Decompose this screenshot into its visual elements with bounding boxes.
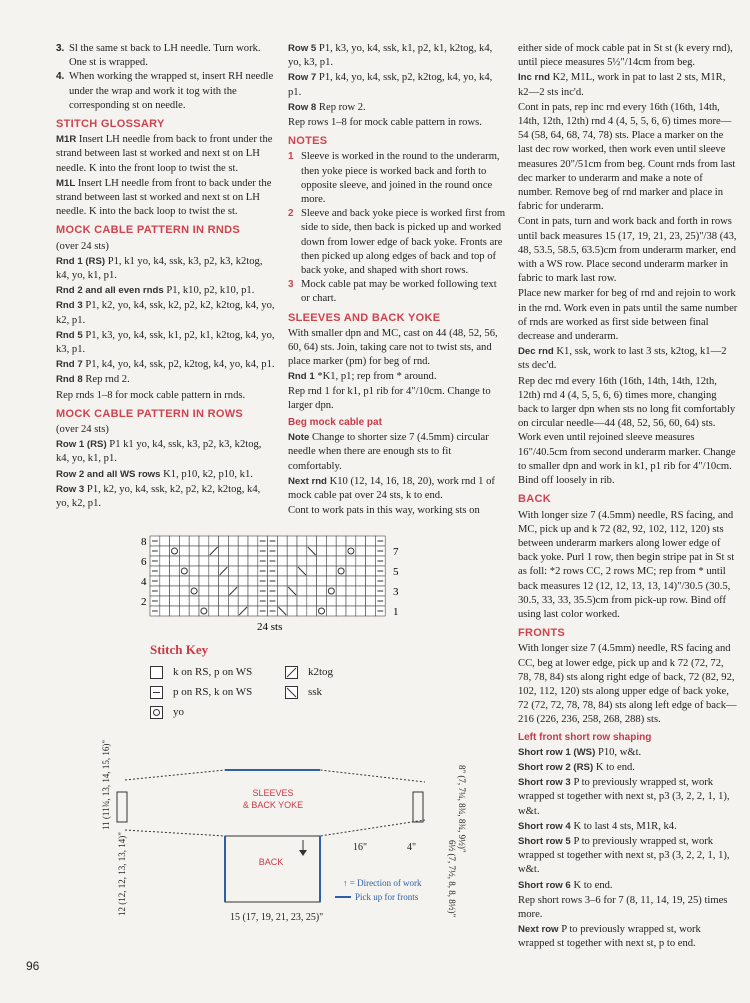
chart-cell	[326, 546, 336, 556]
chart-cell	[219, 556, 229, 566]
chart-cell	[336, 586, 346, 596]
chart-cell	[219, 596, 229, 606]
chart-cell	[307, 576, 317, 586]
knit-square-icon	[150, 666, 163, 679]
chart-cell	[346, 566, 356, 576]
chart-cell	[336, 596, 346, 606]
legend-pickup: Pick up for fronts	[355, 892, 419, 902]
key-yo: yo	[150, 702, 285, 722]
short-row-2: Short row 2 (RS) K to end.	[518, 761, 635, 773]
chart-cell	[366, 606, 376, 616]
short-row-3: Short row 3 P to previously wrapped st, work wrapped st together with next st, p3 (3, 2, 2, 1, 1), w&t.	[518, 777, 730, 817]
chart-cell	[199, 576, 209, 586]
chart-cell	[179, 576, 189, 586]
chart-cell	[160, 576, 170, 586]
chart-cell	[336, 576, 346, 586]
chart-cell	[346, 536, 356, 546]
row-5: Row 5 P1, k3, yo, k4, ssk, k1, p2, k1, k2tog, k4, yo, k3, p1.	[288, 43, 493, 69]
chart-cell	[199, 546, 209, 556]
key-knit: k on RS, p on WS	[150, 662, 285, 682]
chart-cell	[297, 586, 307, 596]
chart-cell	[307, 596, 317, 606]
chart-cell	[317, 596, 327, 606]
short-row-6: Short row 6 K to end.	[518, 879, 613, 891]
cont-text: Cont to work pats in this way, working sts on	[288, 505, 480, 517]
chart-cell	[170, 566, 180, 576]
chart-cell	[366, 566, 376, 576]
chart-cell	[356, 596, 366, 606]
beg-mock-cable-heading: Beg mock cable pat	[288, 417, 382, 429]
chart-cell	[366, 586, 376, 596]
row-3: Row 3 P1, k2, yo, k4, ssk, k2, p2, k2, k2tog, k4, yo, k2, p1.	[56, 483, 261, 510]
chart-cell	[297, 556, 307, 566]
chart-cell	[356, 606, 366, 616]
inc-rnd: Inc rnd K2, M1L, work in pat to last 2 sts, M1R, k2—2 sts inc'd.	[518, 72, 726, 98]
chart-cell	[219, 536, 229, 546]
short-row-heading: Left front short row shaping	[518, 731, 652, 743]
key-purl: p on RS, k on WS	[150, 682, 285, 702]
chart-cell	[287, 576, 297, 586]
mock-cable-chart	[135, 532, 415, 632]
fronts-text: With longer size 7 (4.5mm) needle, RS facing and CC, beg at lower edge, pick up and k 72 (72, 72, 78, 78, 84) sts along right edge of back, 72 (82, 92, 102, 112, 120) sts along upper edge of back yoke, 72 (72, 72, 78, 78, 84) sts along left edge of back—216 (226, 236, 258, 268, 288) sts.	[518, 643, 737, 726]
row-8: Row 8 Rep row 2.	[288, 101, 366, 113]
yoke-top-line	[125, 770, 425, 782]
chart-cell	[336, 536, 346, 546]
yoke-bottom-line	[125, 820, 425, 836]
chart-cell	[346, 586, 356, 596]
chart-cell	[228, 576, 238, 586]
column-3	[518, 42, 738, 953]
row-label-5: 5	[393, 566, 399, 578]
chart-cell	[238, 596, 248, 606]
column-1	[56, 42, 276, 512]
beg-note: Note Change to shorter size 7 (4.5mm) circular needle when there are enough sts to fit comfortably.	[288, 432, 489, 472]
col3-p5: Rep dec rnd every 16th (16th, 14th, 14th, 12th, 12th) rnd 4 (4, 5, 5, 6, 6) times more, changing back to larger dpn when sts no long fit comfortably on circular needle—44 (48, 52, 56, 60, 64) sts. Work even until rejoined sleeve measures 16"/40.5cm from second underarm marker. Change to smaller dpn and work in k1, p1 rib for 4"/10cm. Bind off loosely in rib.	[518, 375, 736, 487]
chart-cell	[317, 556, 327, 566]
chart-cell	[160, 596, 170, 606]
row-7: Row 7 P1, k4, yo, k4, ssk, p2, k2tog, k4, yo, k4, p1.	[288, 72, 493, 98]
chart-cell	[189, 606, 199, 616]
chart-cell	[209, 576, 219, 586]
garment-schematic	[95, 740, 475, 925]
chart-cell	[326, 576, 336, 586]
chart-cell	[199, 596, 209, 606]
chart-cell	[179, 586, 189, 596]
chart-cell	[228, 556, 238, 566]
chart-grid	[150, 536, 385, 616]
yoke-label-1: SLEEVES	[252, 788, 294, 798]
chart-cell	[366, 536, 376, 546]
chart-cell	[209, 566, 219, 576]
chart-cell	[238, 566, 248, 576]
rnd-2: Rnd 2 and all even rnds P1, k10, p2, k10, p1.	[56, 285, 255, 297]
chart-width-label: 24 sts	[257, 621, 283, 632]
chart-cell	[307, 556, 317, 566]
short-row-5: Short row 5 P to previously wrapped st, work wrapped st together with next st, p3 (3, 2, 2, 1, 1), w&t.	[518, 835, 730, 876]
sleeve-length: 16"	[353, 842, 368, 853]
chart-cell	[170, 576, 180, 586]
chart-cell	[366, 546, 376, 556]
chart-cell	[356, 556, 366, 566]
yoke-label-2: & BACK YOKE	[242, 800, 304, 810]
back-heading: BACK	[518, 493, 551, 506]
chart-cell	[238, 536, 248, 546]
chart-cell	[366, 596, 376, 606]
chart-cell	[277, 596, 287, 606]
chart-cell	[160, 586, 170, 596]
chart-cell	[356, 576, 366, 586]
chart-cell	[317, 576, 327, 586]
chart-cell	[238, 556, 248, 566]
chart-cell	[228, 536, 238, 546]
chart-cell	[346, 596, 356, 606]
chart-cell	[160, 566, 170, 576]
wrap-step-4: 4. When working the wrapped st, insert RH needle under the wrap and work it tog with the corresponding st on needle.	[56, 71, 274, 111]
chart-cell	[160, 606, 170, 616]
chart-cell	[228, 606, 238, 616]
chart-cell	[317, 586, 327, 596]
short-row-1: Short row 1 (WS) P10, w&t.	[518, 746, 642, 758]
chart-cell	[326, 566, 336, 576]
chart-cell	[199, 566, 209, 576]
col3-p1: either side of mock cable pat in St st (k every rnd), until piece measures 5½"/14cm from beg.	[518, 43, 733, 69]
rows-repeat: Rep rows 1–8 for mock cable pattern in rows.	[288, 117, 482, 129]
yo-circle-icon	[150, 706, 163, 719]
chart-cell	[228, 546, 238, 556]
row-2: Row 2 and all WS rows K1, p10, k2, p10, k1.	[56, 468, 253, 480]
wrap-step-3: 3. Sl the same st back to LH needle. Turn work. One st is wrapped.	[56, 43, 261, 69]
legend-direction: ↑ = Direction of work	[343, 878, 422, 888]
chart-cell	[160, 536, 170, 546]
chart-cell	[326, 536, 336, 546]
note-1: 1 Sleeve is worked in the round to the underarm, then yoke piece is worked back and forth to opposite sleeve, and joined in the round once more.	[288, 151, 500, 206]
chart-cell	[297, 596, 307, 606]
chart-cell	[179, 536, 189, 546]
stitch-glossary-heading: STITCH GLOSSARY	[56, 118, 165, 131]
stitch-key	[150, 642, 410, 722]
note-2: 2 Sleeve and back yoke piece is worked first from side to side, then back is picked up and worked down from lower edge of back yoke. Fronts are then picked up along edges of back and top of back yoke, and shaped with short rows.	[288, 208, 506, 277]
stitch-key-title: Stitch Key	[150, 642, 209, 657]
chart-cell	[179, 546, 189, 556]
bottom-dim: 15 (17, 19, 21, 23, 25)"	[230, 912, 324, 923]
chart-cell	[356, 546, 366, 556]
chart-cell	[238, 546, 248, 556]
chart-cell	[199, 536, 209, 546]
rnds-heading: MOCK CABLE PATTERN IN RNDS	[56, 224, 240, 237]
chart-cell	[277, 546, 287, 556]
row-label-4: 4	[141, 576, 147, 588]
chart-cell	[287, 596, 297, 606]
chart-cell	[170, 606, 180, 616]
chart-cell	[336, 556, 346, 566]
back-text: With longer size 7 (4.5mm) needle, RS facing, and MC, pick up and k 72 (82, 92, 102, 112, 120) sts between underarm markers along lower edge of back yoke. Purl 1 row, then begin stripe pat in St st as foll: *2 rows CC, 2 rows MC; rep from * until back measures 12 (12, 12, 13, 13, 14)"/30.5 (30.5, 30.5, 33, 33, 35.5)cm from pick-up row. Bind off using last color worked.	[518, 509, 735, 620]
rows-heading: MOCK CABLE PATTERN IN ROWS	[56, 407, 244, 420]
chart-cell	[277, 556, 287, 566]
dec-rnd: Dec rnd K1, ssk, work to last 3 sts, k2tog, k1—2 sts dec'd.	[518, 346, 727, 372]
chart-cell	[209, 606, 219, 616]
rnd-8: Rnd 8 Rep rnd 2.	[56, 374, 130, 386]
next-rnd: Next rnd K10 (12, 14, 16, 18, 20), work rnd 1 of mock cable pat over 24 sts, k to end.	[288, 475, 495, 502]
chart-cell	[238, 586, 248, 596]
chart-cell	[287, 566, 297, 576]
chart-cell	[170, 556, 180, 566]
chart-cell	[209, 596, 219, 606]
chart-cell	[209, 556, 219, 566]
chart-cell	[189, 536, 199, 546]
right-dim-2: 6½ (7, 7½, 8, 8, 8½)"	[447, 840, 457, 918]
row-label-7: 7	[393, 546, 399, 558]
chart-cell	[297, 546, 307, 556]
row-label-3: 3	[393, 586, 399, 598]
chart-cell	[248, 596, 258, 606]
chart-cell	[277, 566, 287, 576]
chart-cell	[248, 556, 258, 566]
chart-cell	[248, 576, 258, 586]
chart-cell	[346, 576, 356, 586]
chart-cell	[209, 536, 219, 546]
chart-cell	[297, 606, 307, 616]
chart-cell	[326, 556, 336, 566]
key-k2tog: k2tog	[285, 662, 405, 682]
chart-cell	[336, 546, 346, 556]
chart-cell	[179, 596, 189, 606]
chart-cell	[179, 606, 189, 616]
chart-cell	[366, 576, 376, 586]
chart-cell	[287, 536, 297, 546]
chart-cell	[160, 556, 170, 566]
key-ssk: ssk	[285, 682, 405, 702]
sleeves-rnd1: Rnd 1 *K1, p1; rep from * around. Rep rnd 1 for k1, p1 rib for 4"/10cm. Change to larger dpn.	[288, 371, 491, 411]
rows-count: (over 24 sts)	[56, 424, 109, 436]
chart-cell	[219, 546, 229, 556]
chart-cell	[307, 536, 317, 546]
ssk-icon	[285, 686, 298, 699]
chart-cell	[199, 586, 209, 596]
row-label-8: 8	[141, 536, 147, 548]
chart-cell	[356, 566, 366, 576]
chart-cell	[307, 566, 317, 576]
col3-p3: Cont in pats, turn and work back and forth in rows until back measures 15 (17, 19, 21, 23, 25)"/38 (43, 48, 53.5, 58.5, 63.5)cm from underarm marker, end with a WS row. Place second underarm marker in fabric to mark last row.	[518, 216, 737, 285]
back-label: BACK	[258, 857, 284, 867]
chart-cell	[189, 546, 199, 556]
right-dim-1: 8" (7, 7¼, 8¾, 8¾, 9½)"	[457, 765, 467, 853]
chart-cell	[297, 536, 307, 546]
chart-cell	[189, 576, 199, 586]
chart-cell	[170, 596, 180, 606]
chart-cell	[307, 586, 317, 596]
col3-p4: Place new marker for beg of rnd and rejoin to work in the rnd. Work even in pats until the same number of rnds are worked as first side between final decrease and underarm.	[518, 288, 738, 343]
chart-cell	[228, 566, 238, 576]
chart-cell	[287, 556, 297, 566]
purl-square-icon	[150, 686, 163, 699]
chart-cell	[248, 566, 258, 576]
chart-cell	[248, 586, 258, 596]
rnds-repeat: Rep rnds 1–8 for mock cable pattern in rnds.	[56, 389, 246, 401]
k2tog-icon	[285, 666, 298, 679]
chart-cell	[199, 556, 209, 566]
chart-cell	[238, 576, 248, 586]
chart-cell	[317, 546, 327, 556]
page-number: 96	[26, 959, 40, 973]
row-label-6: 6	[141, 556, 147, 568]
note-3: 3 Mock cable pat may be worked following text or chart.	[288, 279, 497, 305]
notes-heading: NOTES	[288, 135, 328, 148]
left-dim-2: 12 (12, 12, 13, 13, 14)"	[117, 832, 127, 916]
rnd-5: Rnd 5 P1, k3, yo, k4, ssk, k1, p2, k1, k2tog, k4, yo, k3, p1.	[56, 329, 275, 356]
chart-cell	[219, 606, 229, 616]
chart-cell	[356, 586, 366, 596]
chart-cell	[277, 586, 287, 596]
chart-cell	[170, 586, 180, 596]
column-2	[288, 42, 506, 520]
chart-cell	[307, 606, 317, 616]
chart-cell	[277, 576, 287, 586]
chart-cell	[277, 536, 287, 546]
chart-cell	[346, 606, 356, 616]
chart-cell	[189, 556, 199, 566]
chart-cell	[366, 556, 376, 566]
sleeves-text: With smaller dpn and MC, cast on 44 (48, 52, 56, 60, 64) sts. Join, taking care not to twist sts, and place marker (pm) for beg of rnd.	[288, 327, 498, 368]
chart-cell	[356, 536, 366, 546]
chart-cell	[209, 586, 219, 596]
glossary-m1l: M1L Insert LH needle from front to back under the strand between last st worked and next st on LH needle. K into the back loop to twist the st.	[56, 177, 272, 218]
rnds-count: (over 24 sts)	[56, 240, 109, 252]
chart-cell	[248, 546, 258, 556]
row-label-2: 2	[141, 596, 147, 608]
sleeves-heading: SLEEVES AND BACK YOKE	[288, 311, 441, 324]
left-cuff	[117, 792, 127, 822]
chart-cell	[248, 606, 258, 616]
fronts-heading: FRONTS	[518, 627, 566, 640]
col3-p2: Cont in pats, rep inc rnd every 16th (16th, 14th, 14th, 12th, 12th) rnd 4 (4, 5, 5, 6, 6) times more—54 (58, 64, 68, 74, 78) sts. Place a marker on the last dec row worked, then work even until sleeve measures 20"/51cm from beg. Count rnds from last dec marker to underarm and make a note of number. Remove beg of rnd marker and place in fabric for underarm.	[518, 101, 736, 213]
chart-cell	[179, 556, 189, 566]
chart-cell	[189, 596, 199, 606]
rnd-1: Rnd 1 (RS) P1, k1 yo, k4, ssk, k3, p2, k3, k2tog, k4, yo, k1, p1.	[56, 255, 263, 282]
back-panel	[225, 836, 320, 902]
chart-cell	[346, 556, 356, 566]
rnd-3: Rnd 3 P1, k2, yo, k4, ssk, k2, p2, k2, k2tog, k4, yo, k2, p1.	[56, 300, 275, 326]
chart-cell	[219, 586, 229, 596]
chart-cell	[248, 536, 258, 546]
chart-cell	[287, 546, 297, 556]
rnd-7: Rnd 7 P1, k4, yo, k4, ssk, p2, k2tog, k4, yo, k4, p1.	[56, 359, 275, 371]
chart-cell	[160, 546, 170, 556]
rep-short-rows: Rep short rows 3–6 for 7 (8, 11, 14, 19, 25) times more.	[518, 894, 728, 920]
short-row-4: Short row 4 K to last 4 sts, M1R, k4.	[518, 820, 677, 832]
chart-cell	[317, 566, 327, 576]
chart-cell	[189, 566, 199, 576]
chart-cell	[219, 576, 229, 586]
right-cuff	[413, 792, 423, 822]
chart-cell	[287, 606, 297, 616]
arrow-head-icon	[299, 850, 307, 856]
chart-cell	[317, 536, 327, 546]
cuff-length: 4"	[407, 842, 417, 853]
chart-cell	[170, 536, 180, 546]
row-label-1: 1	[393, 606, 399, 618]
glossary-m1r: M1R Insert LH needle from back to front under the strand between last st worked and next st on LH needle. K into the front loop to twist the st.	[56, 134, 273, 174]
chart-cell	[336, 606, 346, 616]
chart-cell	[326, 596, 336, 606]
chart-cell	[228, 596, 238, 606]
row-1: Row 1 (RS) P1 k1 yo, k4, ssk, k3, p2, k3, k2tog, k4, yo, k1, p1.	[56, 439, 262, 465]
left-dim-1: 11 (11¾, 13, 14, 15, 16)"	[101, 740, 111, 830]
chart-cell	[297, 576, 307, 586]
next-row: Next row P to previously wrapped st, work wrapped st together with next st, p to end.	[518, 924, 701, 950]
chart-cell	[326, 606, 336, 616]
